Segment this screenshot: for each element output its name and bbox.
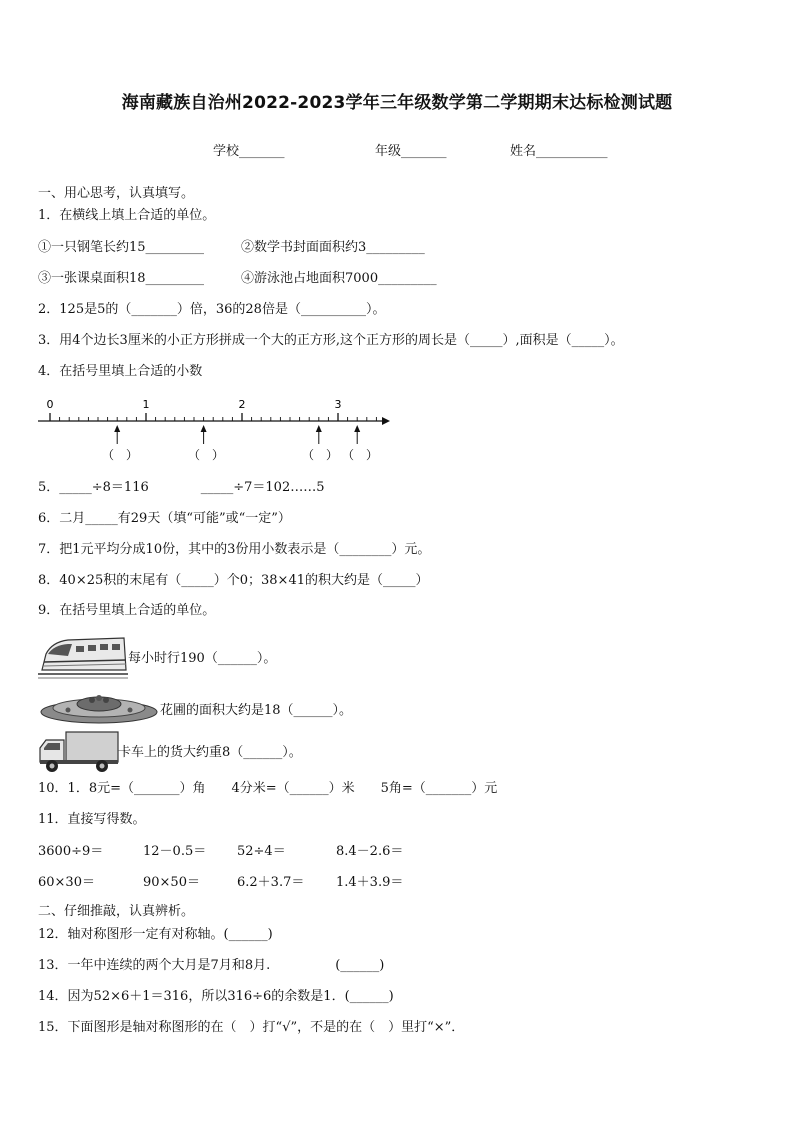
page-title: 海南藏族自治州2022-2023学年三年级数学第二学期期末达标检测试题 (121, 93, 673, 113)
question-13: 13．一年中连续的两个大月是7月和8月. (______) (38, 958, 385, 973)
train-image (38, 632, 128, 682)
number-line (30, 392, 400, 467)
question-11-r1-c1: 3600÷9＝ (38, 844, 104, 859)
question-6: 6．二月_____有29天（填“可能”或“一定”） (38, 511, 291, 526)
number-line-markers (114, 425, 360, 444)
question-11-r2-c2: 90×50＝ (143, 875, 200, 890)
number-line-label-1: 1 (142, 398, 150, 411)
question-11-stem: 11．直接写得数。 (38, 812, 146, 827)
question-1-d: ④游泳池占地面积7000_________ (241, 271, 437, 286)
question-11-r2-c4: 1.4＋3.9＝ (336, 875, 404, 890)
question-1-a: ①一只钢笔长约15_________ (38, 240, 205, 255)
question-9-b: 花圃的面积大约是18（______）。 (160, 703, 353, 718)
question-1-c: ③一张课桌面积18_________ (38, 271, 205, 286)
number-line-blank-2: （ ） (187, 448, 225, 462)
school-field: 学校_______ (213, 144, 285, 159)
question-11-r1-c4: 8.4－2.6＝ (336, 844, 404, 859)
question-11-r1-c2: 12－0.5＝ (143, 844, 207, 859)
question-7: 7．把1元平均分成10份，其中的3份用小数表示是（________）元。 (38, 542, 431, 557)
question-5: 5．_____÷8＝116 _____÷7＝102……5 (38, 480, 325, 495)
question-1-b: ②数学书封面面积约3_________ (241, 240, 425, 255)
question-9-a: 每小时行190（______）。 (128, 651, 277, 666)
section-1-heading: 一、用心思考，认真填写。 (38, 186, 195, 201)
number-line-arrowhead (382, 417, 390, 425)
number-line-ticks (50, 413, 376, 421)
truck-image (38, 730, 120, 774)
section-2-heading: 二、仔细推敲，认真辨析。 (38, 904, 195, 919)
question-8: 8．40×25积的末尾有（_____）个0；38×41的积大约是（_____） (38, 573, 429, 588)
question-11-r1-c3: 52÷4＝ (237, 844, 286, 859)
question-4-stem: 4．在括号里填上合适的小数 (38, 364, 203, 379)
question-1-stem: 1．在横线上填上合适的单位。 (38, 208, 216, 223)
question-15: 15．下面图形是轴对称图形的在（ ）打“√”，不是的在（ ）里打“×”． (38, 1020, 465, 1035)
grade-field: 年级_______ (375, 144, 447, 159)
question-10: 10．1．8元=（_______）角 4分米=（______）米 5角=（_______）元 (38, 781, 498, 796)
question-11-r2-c3: 6.2＋3.7＝ (237, 875, 305, 890)
number-line-marker-arrowhead (114, 425, 120, 432)
number-line-label-0: 0 (46, 398, 54, 411)
number-line-marker-arrowhead (354, 425, 360, 432)
question-3: 3．用4个边长3厘米的小正方形拼成一个大的正方形,这个正方形的周长是（_____）,面积是（_____）。 (38, 333, 624, 348)
question-14: 14．因为52×6＋1＝316，所以316÷6的余数是1．(______) (38, 989, 394, 1004)
number-line-blank-3: （ ） (301, 448, 339, 462)
garden-image (38, 686, 160, 726)
question-2: 2．125是5的（_______）倍，36的28倍是（__________）。 (38, 302, 386, 317)
question-11-r2-c1: 60×30＝ (38, 875, 95, 890)
number-line-blank-1: （ ） (101, 448, 139, 462)
question-9-stem: 9．在括号里填上合适的单位。 (38, 603, 216, 618)
number-line-marker-arrowhead (316, 425, 322, 432)
name-field: 姓名___________ (510, 144, 608, 159)
question-12: 12．轴对称图形一定有对称轴。(______) (38, 927, 273, 942)
number-line-marker-arrowhead (201, 425, 207, 432)
number-line-blank-4: （ ） (341, 448, 379, 462)
question-9-c: 卡车上的货大约重8（______）。 (118, 745, 302, 760)
number-line-label-2: 2 (238, 398, 246, 411)
number-line-label-3: 3 (334, 398, 342, 411)
